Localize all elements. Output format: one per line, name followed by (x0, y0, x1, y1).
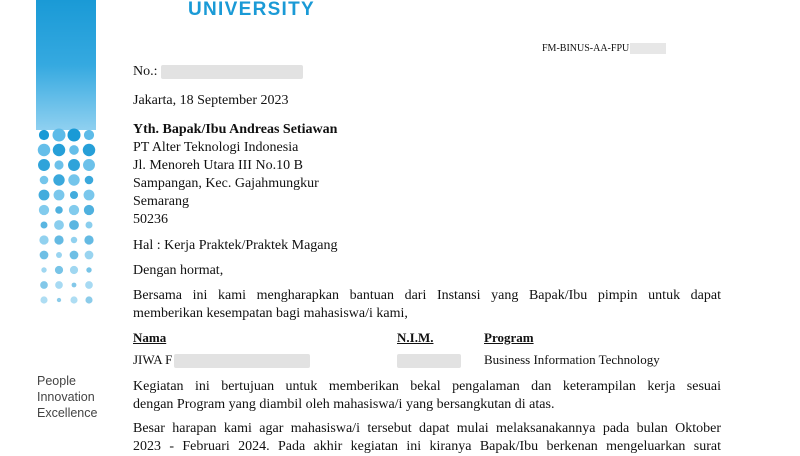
paragraph-line: 2023 - Februari 2024. Pada akhir kegiatan ini kiranya Bapak/Ibu berkenan mengeluarkan surat (133, 439, 721, 454)
student-name: JIWA F (133, 352, 173, 367)
letter-date: Jakarta, 18 September 2023 (133, 93, 289, 108)
redacted-block (397, 354, 461, 368)
pattern-dot (84, 190, 95, 201)
pattern-dot (85, 251, 94, 260)
pattern-dot (57, 298, 61, 302)
pattern-dot (70, 296, 77, 303)
pattern-dot (54, 220, 64, 230)
pattern-dot (53, 174, 64, 185)
pattern-dot (38, 144, 50, 156)
paragraph-schedule (133, 420, 721, 456)
binus-logo (188, 0, 315, 20)
paragraph-purpose (133, 378, 721, 414)
pattern-dot (68, 174, 79, 185)
pattern-dot (84, 130, 94, 140)
tagline (37, 373, 97, 421)
pattern-dot (53, 129, 66, 142)
recipient-name: Yth. Bapak/Ibu Andreas Setiawan (133, 122, 338, 137)
pattern-dot (55, 281, 63, 289)
tagline-line: Innovation (37, 390, 95, 404)
pattern-dot (71, 237, 77, 243)
pattern-dot (54, 190, 65, 201)
pattern-dot (39, 205, 49, 215)
address-line: Sampangan, Kec. Gajahmungkur (133, 176, 319, 191)
tagline-line: People (37, 374, 76, 388)
pattern-dot (53, 144, 65, 156)
pattern-dot (84, 235, 93, 244)
pattern-dot (70, 191, 78, 199)
letter-number-label: No.: (133, 64, 158, 79)
pattern-dot (72, 283, 77, 288)
table-header-name: Nama (133, 330, 167, 345)
pattern-dot (85, 176, 94, 185)
table-cell-name (133, 352, 310, 368)
paragraph-line: dengan Program yang diambil oleh mahasiswa/i yang bersangkutan di atas. (133, 397, 555, 412)
pattern-dot (39, 190, 50, 201)
pattern-dot (41, 267, 46, 272)
table-header-program: Program (484, 330, 534, 345)
pattern-dot (55, 266, 63, 274)
tagline-line: Excellence (37, 406, 98, 420)
pattern-dot (39, 130, 49, 140)
paragraph-line: Kegiatan ini bertujuan untuk memberikan bekal pengalaman dan keterampilan kerja sesuai (133, 379, 721, 394)
form-code (542, 43, 666, 54)
pattern-dot (54, 160, 63, 169)
pattern-dot (55, 206, 63, 214)
pattern-dot (41, 222, 48, 229)
pattern-dot (39, 235, 48, 244)
pattern-dot (54, 235, 63, 244)
letter-subject: Hal : Kerja Praktek/Praktek Magang (133, 238, 338, 253)
pattern-dot (83, 144, 95, 156)
address-line: Jl. Menoreh Utara III No.10 B (133, 158, 303, 173)
pattern-dot (69, 205, 79, 215)
address-line: Semarang (133, 194, 189, 209)
paragraph-request (133, 287, 721, 323)
pattern-dot (70, 266, 78, 274)
table-cell-program: Business Information Technology (484, 352, 660, 367)
pattern-dot (68, 159, 80, 171)
paragraph-line: memberikan kesempatan bagi mahasiswa/i kami, (133, 306, 408, 321)
pattern-dot (83, 159, 95, 171)
table-header-nim: N.I.M. (397, 330, 434, 345)
redacted-block (630, 43, 666, 54)
pattern-dot (40, 296, 47, 303)
pattern-dot (40, 251, 49, 260)
pattern-dot (86, 267, 91, 272)
pattern-dot (38, 159, 50, 171)
letter-number (133, 63, 303, 81)
pattern-dot (56, 252, 62, 258)
address-line: 50236 (133, 212, 168, 227)
pattern-dot (86, 222, 93, 229)
pattern-dot (40, 281, 48, 289)
pattern-dot (84, 205, 94, 215)
paragraph-line: Bersama ini kami mengharapkan bantuan dari Instansi yang Bapak/Ibu pimpin untuk dapat (133, 288, 721, 303)
pattern-dot (85, 281, 93, 289)
sidebar-pattern (36, 0, 96, 318)
paragraph-line: Besar harapan kami agar mahasiswa/i tersebut dapat mulai melaksanakannya pada bulan Oktober (133, 421, 721, 436)
form-code-text: FM-BINUS-AA-FPU (542, 43, 630, 54)
pattern-dot (69, 220, 79, 230)
pattern-dot (40, 176, 49, 185)
table-cell-nim (397, 352, 461, 368)
letter-greeting: Dengan hormat, (133, 263, 224, 278)
pattern-dot (85, 296, 92, 303)
pattern-dot (68, 129, 81, 142)
pattern-dot (70, 251, 79, 260)
pattern-dot (69, 145, 79, 155)
logo-university-text: UNIVERSITY (188, 0, 316, 20)
address-line: PT Alter Teknologi Indonesia (133, 140, 299, 155)
redacted-block (161, 65, 303, 79)
redacted-block (174, 354, 310, 368)
